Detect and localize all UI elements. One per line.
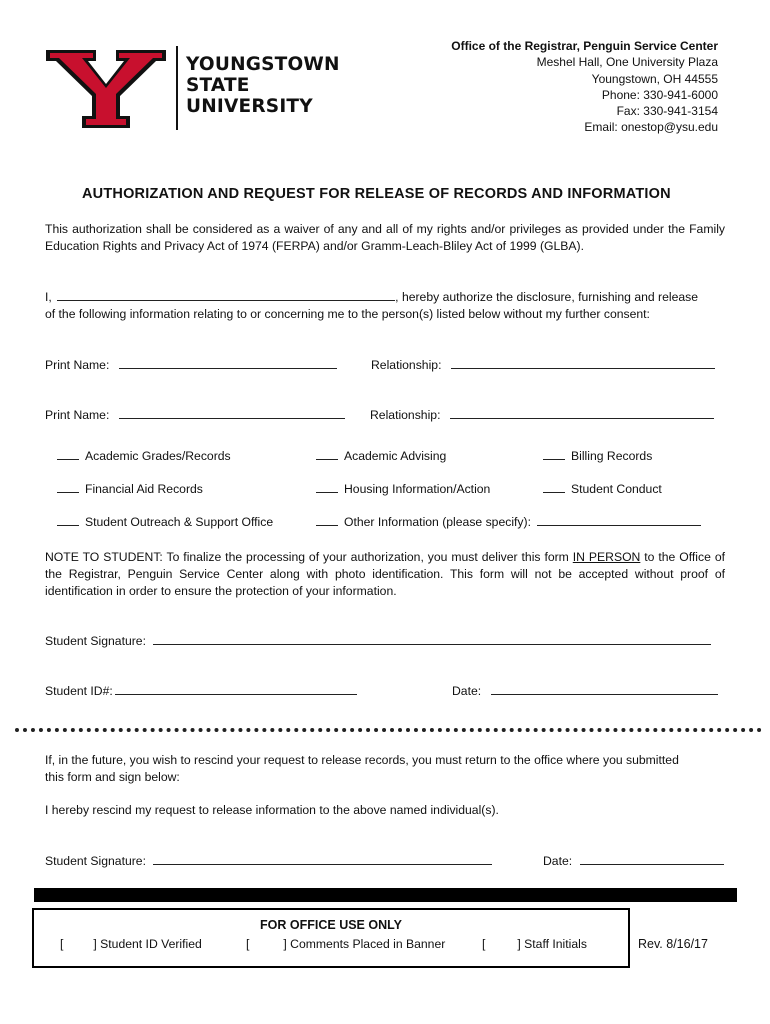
check-blank[interactable] [57, 491, 79, 493]
item-label: ] Student ID Verified [93, 937, 202, 951]
rescind-date-field[interactable] [580, 863, 724, 865]
relationship-label: Relationship: [370, 408, 441, 422]
auth-suffix: , hereby authorize the disclosure, furnishing and release [395, 290, 699, 304]
student-signature-label: Student Signature: [45, 634, 146, 648]
bracket-open: [ [246, 937, 250, 951]
check-label: Billing Records [571, 449, 653, 463]
student-id-field[interactable] [115, 693, 357, 695]
relationship-field-1[interactable] [451, 367, 715, 369]
office-address-1: Meshel Hall, One University Plaza [536, 55, 718, 70]
office-fax: Fax: 330-941-3154 [616, 104, 718, 119]
check-other-info[interactable] [316, 515, 701, 529]
date-label: Date: [452, 684, 482, 698]
logo-divider [176, 46, 178, 130]
logo-wordmark [186, 54, 340, 117]
check-blank[interactable] [543, 458, 565, 460]
check-label: Academic Grades/Records [85, 449, 231, 463]
rescind-statement: I hereby rescind my request to release information to the above named individual(s). [45, 803, 499, 817]
check-academic-grades[interactable] [57, 449, 231, 463]
student-id-row [45, 684, 357, 698]
check-student-outreach[interactable] [57, 515, 273, 529]
check-label: Student Conduct [571, 482, 662, 496]
auth-line-2: of the following information relating to or concerning me to the person(s) listed below without my further consent: [45, 307, 650, 321]
logo-line-3: UNIVERSITY [186, 96, 313, 117]
print-name-label: Print Name: [45, 358, 110, 372]
check-label: Other Information (please specify): [344, 515, 531, 529]
logo-line-1: YOUNGSTOWN [186, 54, 340, 75]
check-financial-aid[interactable] [57, 482, 203, 496]
office-contact-block [318, 38, 718, 136]
rescind-date-label: Date: [543, 854, 573, 868]
section-divider-bar [34, 888, 737, 902]
office-use-title: FOR OFFICE USE ONLY [260, 918, 402, 932]
student-signature-field[interactable] [153, 643, 711, 645]
recipient-row-1 [45, 358, 337, 372]
check-blank[interactable] [57, 458, 79, 460]
cut-line-separator [15, 728, 762, 732]
logo-line-2: STATE [186, 75, 250, 96]
office-use-box [32, 908, 630, 968]
office-email[interactable]: Email: onestop@ysu.edu [584, 120, 718, 135]
print-name-field-2[interactable] [119, 417, 345, 419]
office-phone: Phone: 330-941-6000 [601, 87, 718, 102]
form-title: AUTHORIZATION AND REQUEST FOR RELEASE OF RECORDS AND INFORMATION [82, 186, 671, 202]
rescind-signature-field[interactable] [153, 863, 492, 865]
student-id-label: Student ID#: [45, 684, 113, 698]
date-row [452, 684, 718, 698]
auth-prefix: I, [45, 290, 52, 304]
office-use-student-id-verified[interactable] [60, 937, 202, 951]
check-label: Student Outreach & Support Office [85, 515, 274, 529]
check-blank[interactable] [57, 524, 79, 526]
office-use-staff-initials[interactable] [482, 937, 587, 951]
recipient-row-2 [45, 408, 345, 422]
office-name: Office of the Registrar, Penguin Service Center [451, 39, 718, 53]
check-label: Academic Advising [344, 449, 447, 463]
print-name-field-1[interactable] [119, 367, 337, 369]
check-billing-records[interactable] [543, 449, 652, 463]
note-to-student [45, 549, 725, 600]
item-label: ] Comments Placed in Banner [283, 937, 446, 951]
note-part-1: NOTE TO STUDENT: To finalize the processing of your authorization, you must deliver this form [45, 550, 569, 564]
rescind-date-row [543, 854, 724, 868]
relationship-label: Relationship: [371, 358, 442, 372]
ysu-y-logo-icon [44, 48, 168, 130]
relationship-row-2 [370, 408, 714, 422]
office-address-2: Youngstown, OH 44555 [591, 71, 718, 86]
check-blank[interactable] [316, 524, 338, 526]
check-blank[interactable] [316, 491, 338, 493]
revision-date: Rev. 8/16/17 [638, 937, 708, 951]
relationship-row-1 [371, 358, 715, 372]
check-label: Financial Aid Records [85, 482, 203, 496]
other-info-specify-field[interactable] [537, 524, 701, 526]
rescind-signature-row [45, 854, 492, 868]
authorization-statement [45, 289, 735, 323]
ysu-logo [44, 46, 344, 130]
authorizer-name-field[interactable] [57, 299, 395, 301]
check-student-conduct[interactable] [543, 482, 662, 496]
student-signature-row [45, 634, 711, 648]
print-name-label: Print Name: [45, 408, 110, 422]
office-use-comments-banner[interactable] [246, 937, 445, 951]
check-blank[interactable] [543, 491, 565, 493]
check-blank[interactable] [316, 458, 338, 460]
note-in-person: IN PERSON [572, 550, 641, 564]
note-part-2: to the Office of the Registrar, Penguin Service Center along with photo identification. This form will not be accepted without proof of identification in order to ensure the protection of your information. [45, 550, 725, 598]
relationship-field-2[interactable] [450, 417, 714, 419]
date-field[interactable] [491, 693, 718, 695]
check-housing[interactable] [316, 482, 490, 496]
check-label: Housing Information/Action [344, 482, 491, 496]
rescind-intro: If, in the future, you wish to rescind your request to release records, you must return to the office where you submitted this form and sign below: [45, 753, 679, 784]
bracket-open: [ [482, 937, 486, 951]
bracket-open: [ [60, 937, 64, 951]
item-label: ] Staff Initials [517, 937, 587, 951]
check-academic-advising[interactable] [316, 449, 446, 463]
rescind-signature-label: Student Signature: [45, 854, 146, 868]
intro-paragraph: This authorization shall be considered as a waiver of any and all of my rights and/or privileges as provided under the Family Education Rights and Privacy Act of 1974 (FERPA) and/or Gramm-Leach-Bliley Act of 1999 (GLBA). [45, 222, 725, 253]
